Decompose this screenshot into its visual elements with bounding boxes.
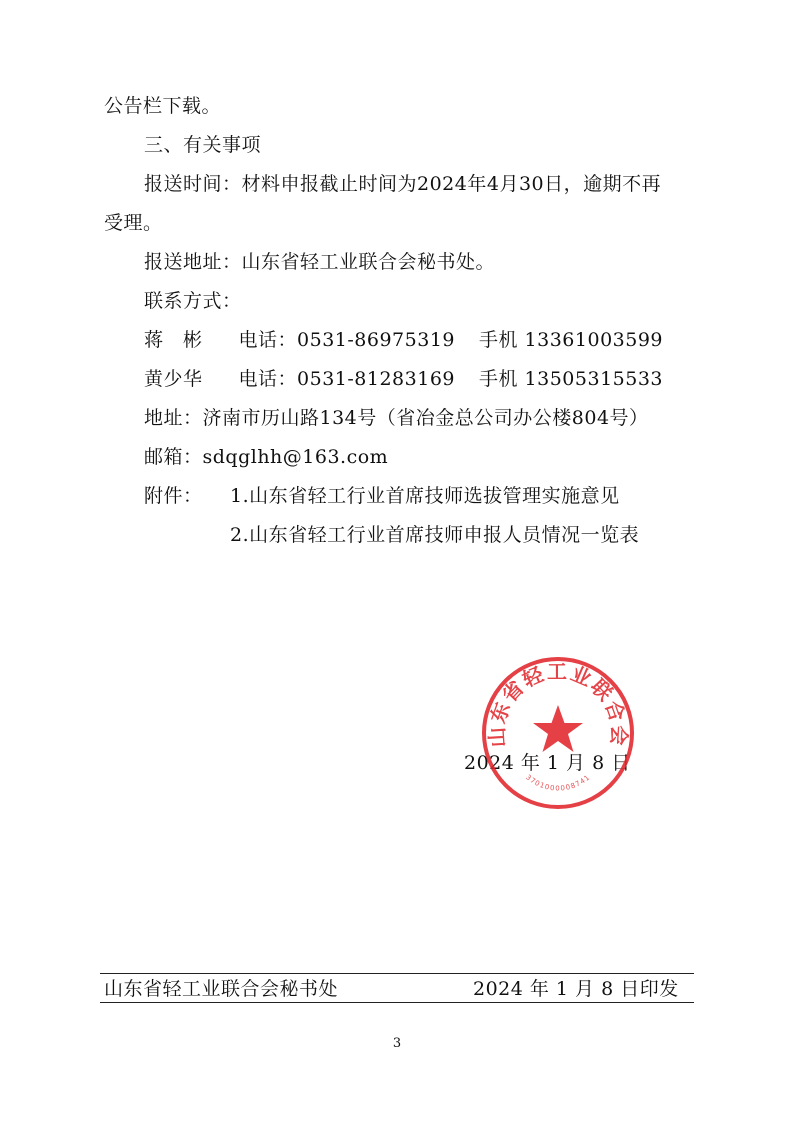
contact-name: 蒋 彬 <box>144 329 203 351</box>
attachment-item: 1.山东省轻工行业首席技师选拔管理实施意见 <box>230 485 620 507</box>
attachment-item: 2.山东省轻工行业首席技师申报人员情况一览表 <box>230 524 640 546</box>
signature-date: 2024 年 1 月 8 日 <box>464 752 631 774</box>
contact-mobile: 手机 13361003599 <box>479 329 664 351</box>
contact-row <box>144 328 663 352</box>
deadline-text-continued: 受理。 <box>104 212 163 234</box>
contact-phone: 电话：0531-86975319 <box>238 329 455 351</box>
svg-text:3701000008741: 3701000008741 <box>524 773 592 793</box>
page-number: 3 <box>392 1036 402 1051</box>
svg-text:山东省轻工业联合会: 山东省轻工业联合会 <box>484 659 632 748</box>
footer-bottom-rule <box>100 1002 694 1003</box>
contact-phone: 电话：0531-81283169 <box>238 368 455 390</box>
footer-issue-date: 2024 年 1 月 8 日印发 <box>473 978 679 1000</box>
deadline-text: 报送时间：材料申报截止时间为2024年4月30日，逾期不再 <box>144 173 662 195</box>
postal-address: 地址：济南市历山路134号（省冶金总公司办公楼804号） <box>144 407 649 429</box>
attachments-label: 附件： <box>144 485 203 507</box>
footer-top-rule <box>100 973 694 974</box>
contact-mobile: 手机 13505315533 <box>479 368 664 390</box>
continuation-text: 公告栏下载。 <box>104 95 222 117</box>
official-seal-stamp <box>480 655 636 811</box>
contact-name: 黄少华 <box>144 368 203 390</box>
email-line: 邮箱：sdqglhh@163.com <box>144 446 389 468</box>
submission-address: 报送地址：山东省轻工业联合会秘书处。 <box>144 251 496 273</box>
contact-row <box>144 367 663 391</box>
footer-issuer: 山东省轻工业联合会秘书处 <box>104 978 339 1000</box>
contact-heading: 联系方式： <box>144 290 242 312</box>
section-heading: 三、有关事项 <box>144 134 262 156</box>
